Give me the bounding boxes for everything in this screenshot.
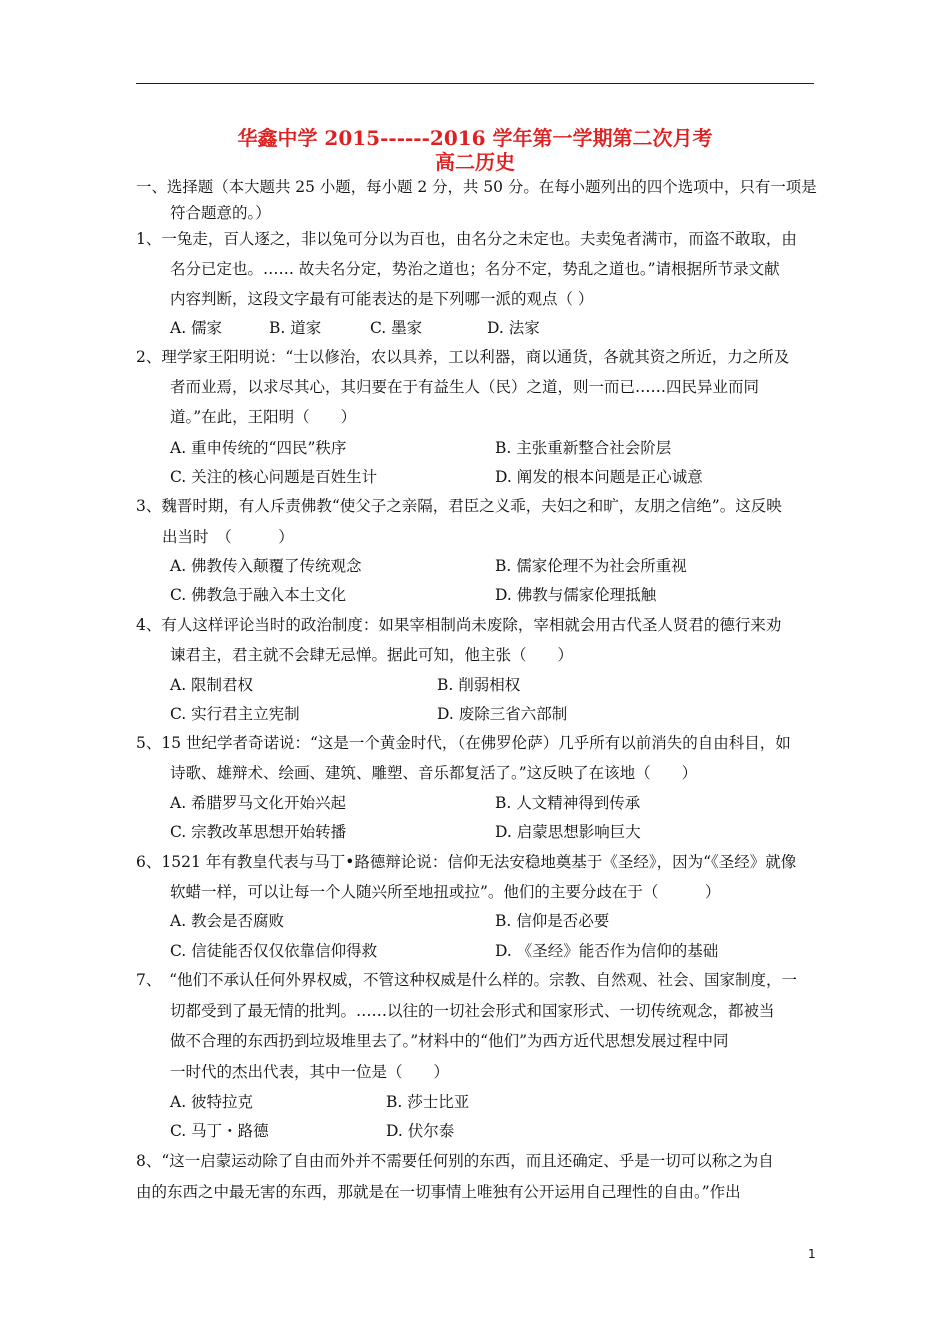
question-stem: 内容判断，这段文字最有可能表达的是下列哪一派的观点（ ） — [170, 290, 594, 308]
option: D. 阐发的根本问题是正心诚意 — [495, 468, 703, 486]
question-stem: 谏君主，君主就不会肆无忌惮。据此可知，他主张（ ） — [170, 646, 574, 664]
option: B. 儒家伦理不为社会所重视 — [495, 557, 687, 575]
question-stem: 3、魏晋时期，有人斥责佛教“使父子之亲隔，君臣之义乖，夫妇之和旷，友朋之信绝”。这反映 — [136, 497, 782, 515]
page-number: 1 — [808, 1247, 816, 1261]
question-stem: 切都受到了最无情的批判。……以往的一切社会形式和国家形式、一切传统观念，都被当 — [170, 1002, 775, 1020]
option: C. 宗教改革思想开始转播 — [170, 823, 347, 841]
option: D. 废除三省六部制 — [437, 705, 568, 723]
option: D. 佛教与儒家伦理抵触 — [495, 586, 657, 604]
question-stem: 2、理学家王阳明说：“士以修治，农以具养，工以利器，商以通货，各就其资之所近，力之所及 — [136, 348, 790, 366]
question-stem: 一时代的杰出代表，其中一位是（ ） — [170, 1063, 450, 1081]
option: D. 《圣经》能否作为信仰的基础 — [495, 942, 719, 960]
option: C. 墨家 — [370, 319, 423, 337]
option: A. 教会是否腐败 — [170, 912, 285, 930]
subject-title: 高二历史 — [435, 150, 515, 174]
option: C. 实行君主立宪制 — [170, 705, 300, 723]
option: D. 启蒙思想影响巨大 — [495, 823, 641, 841]
section-instructions: 一、选择题（本大题共 25 小题，每小题 2 分，共 50 分。在每小题列出的四个选项中，只有一项是 — [136, 178, 817, 196]
question-stem: 者而业焉，以求尽其心，其归要在于有益生人（民）之道，则一而已……四民异业而同 — [170, 378, 760, 396]
question-stem: 由的东西之中最无害的东西，那就是在一切事情上唯独有公开运用自己理性的自由。”作出 — [136, 1183, 741, 1201]
exam-title: 华鑫中学 2015------2016 学年第一学期第二次月考 — [237, 126, 713, 150]
question-stem: 出当时 （ ） — [162, 528, 294, 546]
question-stem: 8、“这一启蒙运动除了自由而外并不需要任何别的东西，而且还确定、乎是一切可以称之为自 — [136, 1152, 774, 1170]
section-instructions-cont: 符合题意的。） — [170, 204, 271, 222]
option: B. 主张重新整合社会阶层 — [495, 439, 672, 457]
option: D. 法家 — [487, 319, 540, 337]
option: A. 儒家 — [170, 319, 223, 337]
option: B. 莎士比亚 — [386, 1093, 470, 1111]
option: C. 马丁・路德 — [170, 1122, 269, 1140]
option: A. 重申传统的“四民”秩序 — [170, 439, 347, 457]
question-stem: 4、有人这样评论当时的政治制度：如果宰相制尚未废除，宰相就会用古代圣人贤君的德行来劝 — [136, 616, 782, 634]
option: A. 佛教传入颠覆了传统观念 — [170, 557, 362, 575]
option: B. 人文精神得到传承 — [495, 794, 641, 812]
option: A. 希腊罗马文化开始兴起 — [170, 794, 347, 812]
question-stem: 诗歌、雄辩术、绘画、建筑、雕塑、音乐都复活了。”这反映了在该地（ ） — [170, 764, 698, 782]
question-stem: 道。”在此，王阳明（ ） — [170, 408, 357, 426]
option: C. 信徒能否仅仅依靠信仰得救 — [170, 942, 378, 960]
question-stem: 5、15 世纪学者奇诺说：“这是一个黄金时代，（在佛罗伦萨）几乎所有以前消失的自由科目，如 — [136, 734, 791, 752]
option: D. 伏尔泰 — [386, 1122, 455, 1140]
option: B. 信仰是否必要 — [495, 912, 610, 930]
header-rule — [136, 83, 814, 84]
question-stem: 6、1521 年有教皇代表与马丁•路德辩论说：信仰无法安稳地奠基于《圣经》，因为“《圣经》就像 — [136, 853, 797, 871]
option: A. 彼特拉克 — [170, 1093, 254, 1111]
question-stem: 7、 “他们不承认任何外界权威，不管这种权威是什么样的。宗教、自然观、社会、国家制度，一 — [136, 971, 798, 989]
question-stem: 做不合理的东西扔到垃圾堆里去了。”材料中的“他们”为西方近代思想发展过程中同 — [170, 1032, 729, 1050]
option: C. 佛教急于融入本土文化 — [170, 586, 347, 604]
question-stem: 软蜡一样，可以让每一个人随兴所至地扭或拉”。他们的主要分歧在于（ ） — [170, 883, 721, 901]
question-stem: 名分已定也。…… 故夫名分定，势治之道也；名分不定，势乱之道也。”请根据所节录文献 — [170, 260, 780, 278]
option: C. 关注的核心问题是百姓生计 — [170, 468, 378, 486]
option: A. 限制君权 — [170, 676, 254, 694]
question-stem: 1、一兔走，百人逐之，非以兔可分以为百也，由名分之未定也。夫卖兔者满市，而盗不敢取，由 — [136, 230, 797, 248]
option: B. 道家 — [269, 319, 322, 337]
option: B. 削弱相权 — [437, 676, 521, 694]
